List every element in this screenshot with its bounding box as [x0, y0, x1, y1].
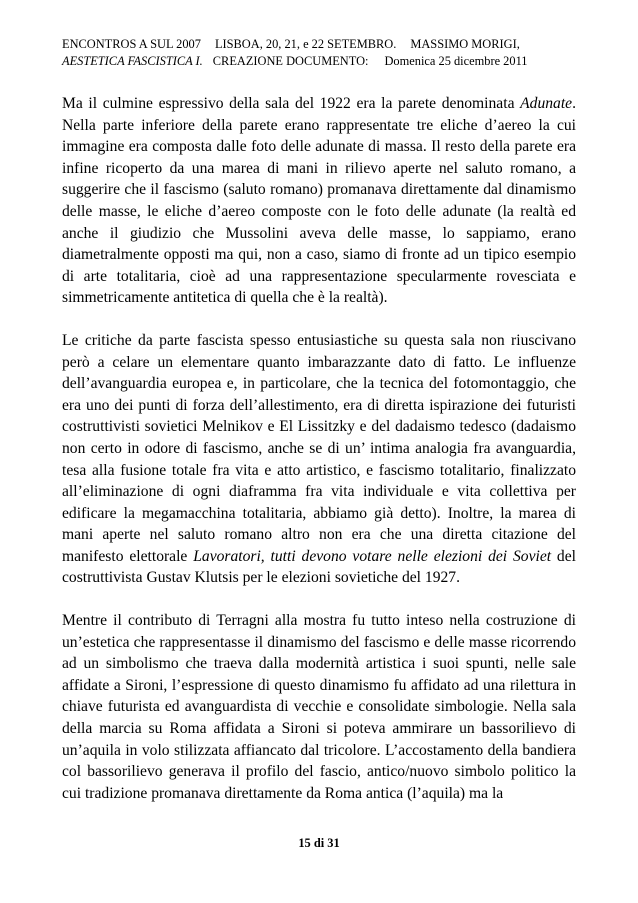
header-series: ENCONTROS A SUL 2007: [62, 37, 201, 51]
paragraph-2-text-a: Le critiche da parte fascista spesso entusiastiche su questa sala non riuscivano però a celare un elementare quanto imbarazzante dato di fatto. Le influenze dell’avanguardia europea e, in particolare, che la tecnica del fotomontaggio, che era uno dei punti di forza dell’allestimento, era di diretta ispirazione dei futuristi costruttivisti sovietici Melnikov e El Lissitzky e del dadaismo tedesco (dadaismo non certo in odore di fascismo, anche se di un’ intima analogia fra avanguardia, tesa alla fusione totale fra vita e atto artistico, e fascismo totalitario, finalizzato all’eliminazione di ogni diaframma fra vita individuale e vita collettiva per edificare la megamacchina totalitaria, abbiamo già detto). Inoltre, la marea di mani aperte nel saluto romano altro non era che una diretta citazione del manifesto elettorale: [62, 331, 576, 565]
header-line-2: [62, 53, 582, 70]
header-doc-label: CREAZIONE DOCUMENTO:: [212, 54, 369, 68]
paragraph-1-italic-adunate: Adunate: [520, 95, 573, 112]
paragraph-1-text-c: . Nella parte inferiore della parete erano rappresentate tre eliche d’aereo la cui immagine era composta dalle foto delle adunate di massa. Il resto della parete era infine ricoperto da una marea di mani in rilievo aperte nel saluto romano, a suggerire che il fascismo (saluto romano) promanava direttamente dal dinamismo delle masse, le eliche d’aereo composte con le foto delle adunate (la realtà ed anche il giudizio che Mussolini aveva delle masse, lo sappiamo, erano diametralmente opposti ma qui, non a caso, siamo di fronte ad un tipico esempio di arte totalitaria, cioè ad una rappresentazione specularmente rovesciata e simmetricamente antitetica di quella che è la realtà).: [62, 95, 576, 307]
page-number: 15 di 31: [298, 836, 340, 850]
document-body: [62, 93, 576, 825]
paragraph-3: [62, 610, 576, 804]
paragraph-2: [62, 330, 576, 589]
running-header: [62, 36, 582, 70]
header-title: AESTETICA FASCISTICA I.: [62, 54, 203, 68]
header-date: Domenica 25 dicembre 2011: [384, 54, 528, 68]
header-line-1: [62, 36, 582, 53]
paragraph-3-text-a: Mentre il contributo di Terragni alla mostra fu tutto inteso nella costruzione di un’estetica che rappresentasse il dinamismo del fascismo e delle masse ricorrendo ad un simbolismo che traeva dalla modernità artistica i suoi spunti, nelle sale affidate a Sironi, l’espressione di questo dinamismo fu affidato ad una rilettura in chiave futurista ed avanguardista di vecchie e consolidate simbologie. Nella sala della marcia su Roma affidata a Sironi si poteva ammirare un bassorilievo di un’aquila in volo stilizzata affiancato dal tricolore. L’accostamento della bandiera col bassorilievo generava il profilo del fascio, antico/nuovo simbolo politico la cui tradizione promanava direttamente da Roma antica (l’aquila) ma la: [62, 612, 576, 802]
paragraph-1-text-a: Ma il culmine espressivo della sala del 1922 era la parete denominata: [62, 95, 521, 112]
header-place-date: LISBOA, 20, 21, e 22 SETEMBRO.: [214, 37, 397, 51]
paragraph-2-italic-poster-title: Lavoratori, tutti devono votare nelle elezioni dei Soviet: [193, 547, 552, 565]
header-author: MASSIMO MORIGI,: [410, 37, 520, 51]
paragraph-2-text-c: del costruttivista Gustav Klutsis per le elezioni sovietiche del 1927.: [62, 547, 576, 587]
paragraph-1: [62, 93, 576, 309]
